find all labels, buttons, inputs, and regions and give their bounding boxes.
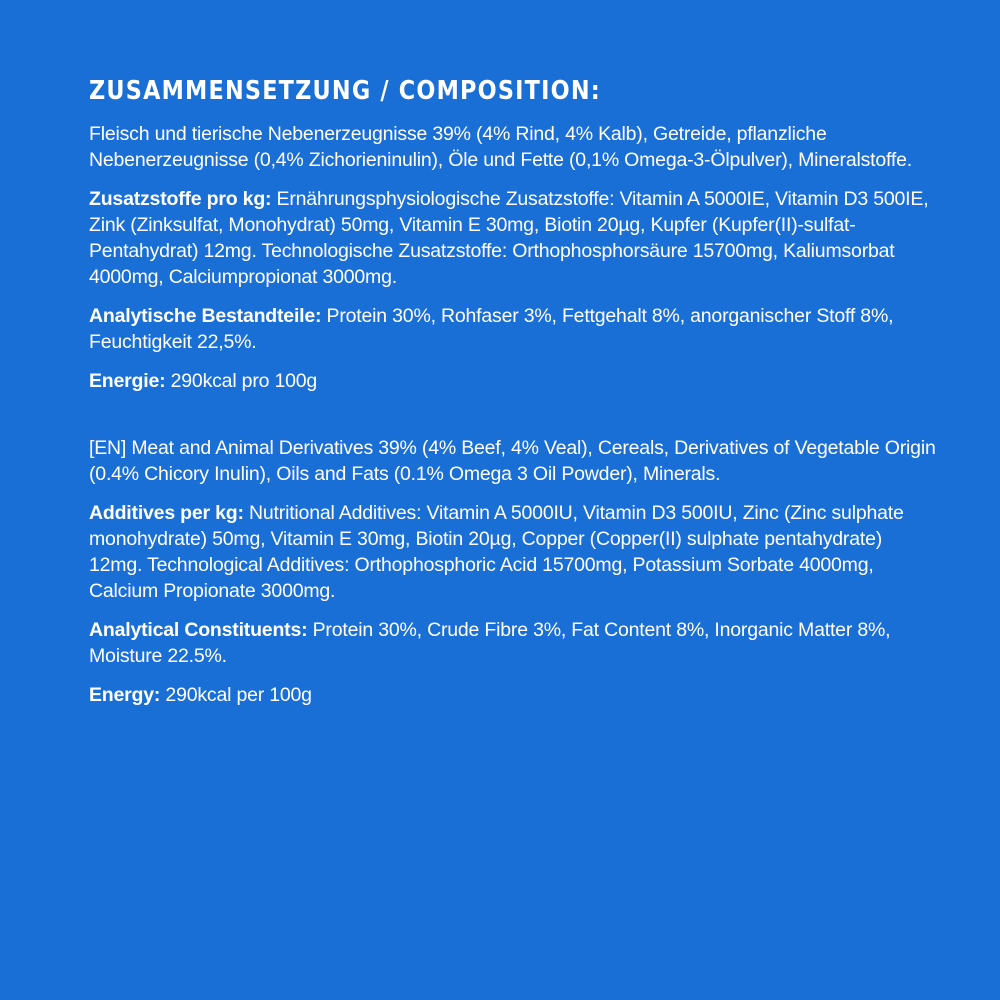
de-additives-paragraph xyxy=(89,186,940,290)
en-energy-paragraph xyxy=(89,682,940,708)
en-additives-text: Nutritional Additives: Vitamin A 5000IU, Vitamin D3 500IU, Zinc (Zinc sulphate monohydrate) 50mg, Vitamin E 30mg, Biotin 20µg, Copper (Copper(II) sulphate pentahydrate) 12mg. Technological Additives: Orthophosphoric Acid 15700mg, Potassium Sorbate 4000mg, Calcium Propionate 3000mg. xyxy=(89,502,904,602)
en-analytical-paragraph xyxy=(89,617,940,669)
de-additives-text: Ernährungsphysiologische Zusatzstoffe: Vitamin A 5000IE, Vitamin D3 500IE, Zink (Zinksulfat, Monohydrat) 50mg, Vitamin E 30mg, Biotin 20µg, Kupfer (Kupfer(II)-sulfat-Pentahydrat) 12mg. Technologische Zusatzstoffe: Orthophosphorsäure 15700mg, Kaliumsorbat 4000mg, Calciumpropionat 3000mg. xyxy=(89,188,929,288)
en-energy-text: 290kcal per 100g xyxy=(160,684,312,706)
de-composition-text: Fleisch und tierische Nebenerzeugnisse 39% (4% Rind, 4% Kalb), Getreide, pflanzliche Nebenerzeugnisse (0,4% Zichorieninulin), Öle und Fette (0,1% Omega-3-Ölpulver), Mineralstoffe. xyxy=(89,123,912,171)
de-additives-label: Zusatzstoffe pro kg: xyxy=(89,188,272,210)
en-analytical-label: Analytical Constituents: xyxy=(89,619,308,641)
en-additives-paragraph xyxy=(89,500,940,604)
de-energy-paragraph xyxy=(89,368,940,394)
de-energy-label: Energie: xyxy=(89,370,166,392)
de-analytical-text: Protein 30%, Rohfaser 3%, Fettgehalt 8%, anorganischer Stoff 8%, Feuchtigkeit 22,5%. xyxy=(89,305,894,353)
de-energy-text: 290kcal pro 100g xyxy=(165,370,318,392)
en-composition-text: [EN] Meat and Animal Derivatives 39% (4% Beef, 4% Veal), Cereals, Derivatives of Vegetable Origin (0.4% Chicory Inulin), Oils and Fats (0.1% Omega 3 Oil Powder), Minerals. xyxy=(89,437,936,485)
en-analytical-text: Protein 30%, Crude Fibre 3%, Fat Content 8%, Inorganic Matter 8%, Moisture 22.5%. xyxy=(89,619,891,667)
de-analytical-paragraph xyxy=(89,303,940,355)
page-title: ZUSAMMENSETZUNG / COMPOSITION: xyxy=(89,76,601,106)
section-spacer xyxy=(89,407,940,435)
en-energy-label: Energy: xyxy=(89,684,161,706)
en-additives-label: Additives per kg: xyxy=(89,502,244,524)
de-analytical-label: Analytische Bestandteile: xyxy=(89,305,322,327)
